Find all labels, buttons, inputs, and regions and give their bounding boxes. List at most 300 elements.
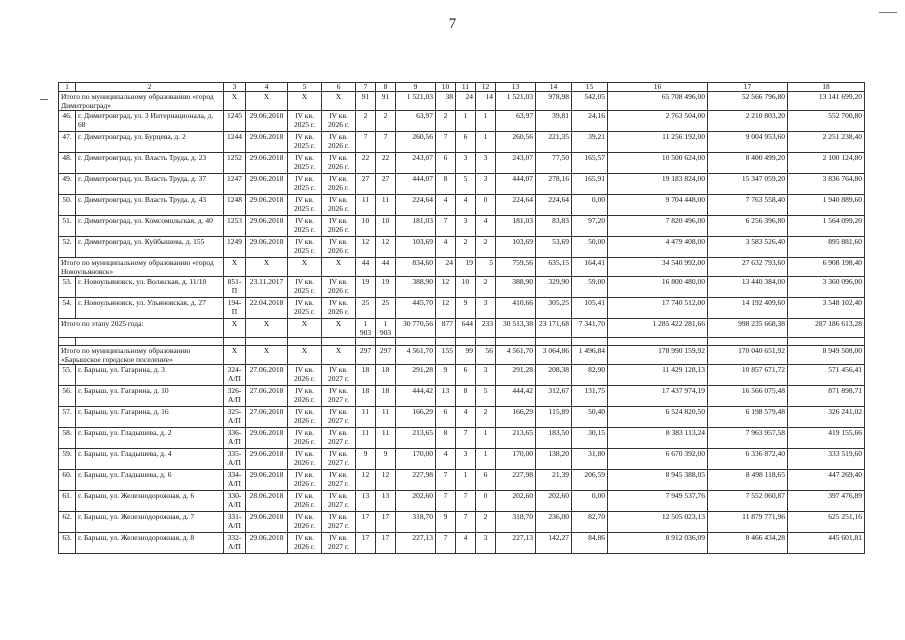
table-cell: 27 xyxy=(356,174,376,195)
summary-value: 13 141 699,20 xyxy=(788,92,865,111)
table-cell: 59. xyxy=(59,449,76,470)
table-cell: 22 xyxy=(356,153,376,174)
table-cell: 30,15 xyxy=(572,428,608,449)
table-cell: 39,21 xyxy=(572,132,608,153)
table-cell: 7 xyxy=(436,491,456,512)
table-cell: 243,07 xyxy=(496,153,536,174)
table-cell: 324-А/П xyxy=(224,365,246,386)
table-cell: 1 564 099,20 xyxy=(788,216,865,237)
empty-cell xyxy=(476,338,496,346)
table-cell: 62. xyxy=(59,512,76,533)
column-number: 15 xyxy=(572,83,608,92)
table-cell: 4 xyxy=(456,195,476,216)
table-cell: 83,83 xyxy=(536,216,572,237)
empty-cell xyxy=(356,338,376,346)
table-cell: 7 xyxy=(456,491,476,512)
column-number: 3 xyxy=(224,83,246,92)
table-row xyxy=(59,195,865,216)
summary-value: X xyxy=(288,319,322,338)
summary-value: 99 xyxy=(456,346,476,365)
margin-mark xyxy=(40,99,48,100)
table-cell: 0,00 xyxy=(572,491,608,512)
table-cell: IV кв. 2026 г. xyxy=(322,111,356,132)
table-cell: 12 xyxy=(356,237,376,258)
table-cell: 84,86 xyxy=(572,533,608,554)
column-number: 10 xyxy=(436,83,456,92)
table-cell: 15 347 059,20 xyxy=(708,174,788,195)
table-cell: 3 836 764,80 xyxy=(788,174,865,195)
column-number: 6 xyxy=(322,83,356,92)
table-cell: 13 xyxy=(356,491,376,512)
summary-value: X xyxy=(224,319,246,338)
column-number: 2 xyxy=(76,83,224,92)
table-cell: 1245 xyxy=(224,111,246,132)
table-cell: 29.06.2018 xyxy=(246,428,288,449)
table-cell: 1 940 889,60 xyxy=(788,195,865,216)
table-cell: 326 241,02 xyxy=(788,407,865,428)
table-cell: 7 820 496,00 xyxy=(608,216,708,237)
table-cell: 166,29 xyxy=(496,407,536,428)
summary-value: 23 171,68 xyxy=(536,319,572,338)
table-cell: 166,29 xyxy=(396,407,436,428)
table-cell: 6 336 872,40 xyxy=(708,449,788,470)
table-row xyxy=(59,237,865,258)
table-cell: 59,00 xyxy=(572,277,608,298)
table-cell: 1247 xyxy=(224,174,246,195)
table-cell: 7 963 957,58 xyxy=(708,428,788,449)
table-cell: 29.06.2018 xyxy=(246,111,288,132)
table-cell: 12 xyxy=(436,277,456,298)
table-cell: 6 xyxy=(436,407,456,428)
table-cell: 2 xyxy=(436,111,456,132)
table-cell: IV кв. 2026 г. xyxy=(322,237,356,258)
summary-label: Итого по муниципальному образованию «город Новоульяновск» xyxy=(59,258,224,277)
table-cell: 183,50 xyxy=(536,428,572,449)
table-cell: 6 524 820,50 xyxy=(608,407,708,428)
table-cell: 224,64 xyxy=(496,195,536,216)
table-cell: 63,97 xyxy=(396,111,436,132)
summary-value: 44 xyxy=(356,258,376,277)
empty-cell xyxy=(59,338,76,346)
table-cell: 9 004 953,60 xyxy=(708,132,788,153)
summary-value: 644 xyxy=(456,319,476,338)
table-cell: 25 xyxy=(356,298,376,319)
table-cell: 25 xyxy=(376,298,396,319)
summary-value: 30 770,56 xyxy=(396,319,436,338)
summary-row xyxy=(59,319,865,338)
column-number: 14 xyxy=(536,83,572,92)
table-cell: 12 xyxy=(376,470,396,491)
table-cell: 7 949 537,76 xyxy=(608,491,708,512)
empty-cell xyxy=(396,338,436,346)
summary-row xyxy=(59,92,865,111)
table-row xyxy=(59,428,865,449)
empty-cell xyxy=(572,338,608,346)
table-cell: 2 210 803,20 xyxy=(708,111,788,132)
table-cell: IV кв. 2026 г. xyxy=(322,153,356,174)
table-cell: 24,16 xyxy=(572,111,608,132)
table-cell: 11 xyxy=(356,195,376,216)
table-cell: 336-А/П xyxy=(224,428,246,449)
table-cell: 444,07 xyxy=(396,174,436,195)
empty-cell xyxy=(496,338,536,346)
table-cell: 227,98 xyxy=(496,470,536,491)
table-cell: 444,42 xyxy=(496,386,536,407)
table-cell: 6 xyxy=(436,153,456,174)
table-cell: 571 456,41 xyxy=(788,365,865,386)
table-cell: 7 xyxy=(356,132,376,153)
table-cell: 335-А/П xyxy=(224,449,246,470)
table-cell: 388,90 xyxy=(496,277,536,298)
table-cell: 16 566 075,48 xyxy=(708,386,788,407)
table-cell: 10 xyxy=(356,216,376,237)
summary-value: 4 561,70 xyxy=(396,346,436,365)
summary-value: X xyxy=(224,346,246,365)
table-cell: 29.06.2018 xyxy=(246,195,288,216)
table-cell: 4 xyxy=(436,195,456,216)
table-cell: г. Димитровград, ул. Комсомольская, д. 40 xyxy=(76,216,224,237)
summary-value: X xyxy=(322,346,356,365)
column-number: 12 xyxy=(476,83,496,92)
summary-value: 38 xyxy=(436,92,456,111)
table-cell: 1 xyxy=(476,449,496,470)
table-cell: 325-А/П xyxy=(224,407,246,428)
summary-value: 978,98 xyxy=(536,92,572,111)
table-cell: 13 440 384,00 xyxy=(708,277,788,298)
summary-value: 164,41 xyxy=(572,258,608,277)
data-table xyxy=(58,82,865,554)
table-row xyxy=(59,111,865,132)
table-cell: 27.06.2018 xyxy=(246,365,288,386)
table-cell: 4 479 408,00 xyxy=(608,237,708,258)
table-cell: 131,75 xyxy=(572,386,608,407)
table-cell: 29.06.2018 xyxy=(246,174,288,195)
table-cell: 29.06.2018 xyxy=(246,237,288,258)
table-cell: г. Димитровград, ул. Куйбышева, д. 155 xyxy=(76,237,224,258)
table-cell: 39,81 xyxy=(536,111,572,132)
table-cell: 388,90 xyxy=(396,277,436,298)
table-cell: 3 xyxy=(476,298,496,319)
table-cell: 82,70 xyxy=(572,512,608,533)
table-cell: 50,00 xyxy=(572,237,608,258)
table-cell: 9 xyxy=(436,512,456,533)
summary-row xyxy=(59,346,865,365)
table-cell: г. Барыш, ул. Железнодорожная, д. 7 xyxy=(76,512,224,533)
column-number: 5 xyxy=(288,83,322,92)
summary-value: 3 064,86 xyxy=(536,346,572,365)
table-cell: 227,13 xyxy=(496,533,536,554)
table-cell: 260,56 xyxy=(496,132,536,153)
table-cell: 8 xyxy=(456,386,476,407)
table-cell: 329,90 xyxy=(536,277,572,298)
table-cell: 7 xyxy=(436,470,456,491)
summary-value: 65 708 496,00 xyxy=(608,92,708,111)
column-number: 8 xyxy=(376,83,396,92)
table-cell: 1249 xyxy=(224,237,246,258)
column-number: 1 xyxy=(59,83,76,92)
table-cell: IV кв. 2026 г. xyxy=(322,195,356,216)
table-cell: 0,00 xyxy=(572,195,608,216)
table-cell: IV кв. 2027 г. xyxy=(322,533,356,554)
table-cell: 12 xyxy=(376,237,396,258)
table-cell: 6 256 396,80 xyxy=(708,216,788,237)
summary-value: 542,05 xyxy=(572,92,608,111)
table-cell: 60. xyxy=(59,470,76,491)
summary-value: 7 341,70 xyxy=(572,319,608,338)
table-cell: 8 xyxy=(436,174,456,195)
table-cell: IV кв. 2027 г. xyxy=(322,428,356,449)
table-cell: IV кв. 2026 г. xyxy=(322,277,356,298)
summary-value: X xyxy=(322,92,356,111)
empty-cell xyxy=(288,338,322,346)
spacer-row xyxy=(59,338,865,346)
summary-value: 1 903 xyxy=(376,319,396,338)
table-cell: 14 192 409,60 xyxy=(708,298,788,319)
table-cell: 445,70 xyxy=(396,298,436,319)
table-cell: 8 466 434,28 xyxy=(708,533,788,554)
table-cell: г. Барыш, ул. Гагарина, д. 10 xyxy=(76,386,224,407)
table-cell: IV кв. 2027 г. xyxy=(322,386,356,407)
table-cell: 206,59 xyxy=(572,470,608,491)
table-cell: IV кв. 2025 г. xyxy=(288,174,322,195)
summary-value: 5 xyxy=(476,258,496,277)
table-cell: IV кв. 2025 г. xyxy=(288,298,322,319)
table-cell: 3 xyxy=(476,533,496,554)
table-cell: IV кв. 2026 г. xyxy=(288,407,322,428)
summary-value: 6 908 198,40 xyxy=(788,258,865,277)
table-cell: 4 xyxy=(436,237,456,258)
table-cell: 52. xyxy=(59,237,76,258)
table-cell: 1248 xyxy=(224,195,246,216)
table-cell: 23.11.2017 xyxy=(246,277,288,298)
table-cell: 2 251 238,40 xyxy=(788,132,865,153)
summary-label: Итого по муниципальному образованию «город Димитровград» xyxy=(59,92,224,111)
table-cell: 0 xyxy=(476,491,496,512)
table-cell: 2 100 124,80 xyxy=(788,153,865,174)
table-cell: 871 898,71 xyxy=(788,386,865,407)
table-cell: 29.06.2018 xyxy=(246,449,288,470)
table-cell: 419 155,66 xyxy=(788,428,865,449)
table-cell: IV кв. 2027 г. xyxy=(322,512,356,533)
table-cell: 61. xyxy=(59,491,76,512)
summary-value: X xyxy=(322,258,356,277)
table-cell: 11 879 771,96 xyxy=(708,512,788,533)
table-cell: 170,00 xyxy=(496,449,536,470)
table-cell: 18 xyxy=(376,386,396,407)
table-cell: 19 xyxy=(376,277,396,298)
table-cell: IV кв. 2025 г. xyxy=(288,153,322,174)
table-cell: 17 437 974,19 xyxy=(608,386,708,407)
table-cell: 291,28 xyxy=(496,365,536,386)
table-cell: г. Барыш, ул. Гладышева, д. 4 xyxy=(76,449,224,470)
table-cell: 3 xyxy=(476,153,496,174)
table-cell: 331-А/П xyxy=(224,512,246,533)
table-cell: 8 383 113,24 xyxy=(608,428,708,449)
table-cell: IV кв. 2026 г. xyxy=(288,491,322,512)
table-cell: 63. xyxy=(59,533,76,554)
table-row xyxy=(59,132,865,153)
summary-value: X xyxy=(246,346,288,365)
table-cell: 6 198 579,48 xyxy=(708,407,788,428)
table-cell: 2 xyxy=(356,111,376,132)
summary-value: 52 566 796,80 xyxy=(708,92,788,111)
table-cell: 2 xyxy=(376,111,396,132)
table-cell: 27 xyxy=(376,174,396,195)
table-cell: 18 xyxy=(356,365,376,386)
summary-value: 19 xyxy=(456,258,476,277)
table-cell: IV кв. 2026 г. xyxy=(288,386,322,407)
table-cell: 29.06.2018 xyxy=(246,132,288,153)
table-cell: 22.04.2018 xyxy=(246,298,288,319)
summary-value: 1 903 xyxy=(356,319,376,338)
table-cell: 12 xyxy=(436,298,456,319)
table-cell: 11 429 128,13 xyxy=(608,365,708,386)
table-cell: 9 704 448,00 xyxy=(608,195,708,216)
summary-row xyxy=(59,258,865,277)
table-cell: 50. xyxy=(59,195,76,216)
summary-value: 30 513,38 xyxy=(496,319,536,338)
table-cell: 63,97 xyxy=(496,111,536,132)
summary-value: 834,60 xyxy=(396,258,436,277)
column-number: 18 xyxy=(788,83,865,92)
table-cell: IV кв. 2026 г. xyxy=(288,365,322,386)
table-cell: 227,98 xyxy=(396,470,436,491)
table-cell: IV кв. 2026 г. xyxy=(322,132,356,153)
table-cell: 50,40 xyxy=(572,407,608,428)
table-cell: 5 xyxy=(476,386,496,407)
table-cell: 10 857 671,72 xyxy=(708,365,788,386)
table-cell: 17 xyxy=(376,512,396,533)
table-cell: 27.06.2018 xyxy=(246,407,288,428)
table-cell: 4 xyxy=(456,407,476,428)
summary-value: 24 xyxy=(456,92,476,111)
table-cell: 1 xyxy=(476,428,496,449)
table-cell: 165,91 xyxy=(572,174,608,195)
table-cell: 17 xyxy=(356,512,376,533)
table-cell: 9 xyxy=(356,449,376,470)
table-cell: IV кв. 2026 г. xyxy=(288,512,322,533)
column-number: 17 xyxy=(708,83,788,92)
table-cell: 1244 xyxy=(224,132,246,153)
table-cell: 2 xyxy=(476,237,496,258)
table-cell: 115,89 xyxy=(536,407,572,428)
table-cell: IV кв. 2027 г. xyxy=(322,407,356,428)
table-cell: 552 700,80 xyxy=(788,111,865,132)
table-cell: 1253 xyxy=(224,216,246,237)
table-row xyxy=(59,449,865,470)
table-cell: 103,69 xyxy=(396,237,436,258)
table-cell: 318,70 xyxy=(396,512,436,533)
table-cell: 4 xyxy=(436,449,456,470)
table-cell: 3 xyxy=(456,153,476,174)
table-row xyxy=(59,386,865,407)
table-cell: 7 552 060,87 xyxy=(708,491,788,512)
table-cell: 5 xyxy=(456,174,476,195)
table-cell: 19 183 824,00 xyxy=(608,174,708,195)
table-cell: 444,42 xyxy=(396,386,436,407)
empty-cell xyxy=(322,338,356,346)
table-cell: 6 xyxy=(456,132,476,153)
table-cell: 3 xyxy=(456,216,476,237)
summary-value: 233 xyxy=(476,319,496,338)
summary-value: 1 496,84 xyxy=(572,346,608,365)
summary-value: X xyxy=(224,258,246,277)
table-cell: 3 360 096,00 xyxy=(788,277,865,298)
table-cell: г. Димитровград, ул. Бурцева, д. 2 xyxy=(76,132,224,153)
summary-value: 635,15 xyxy=(536,258,572,277)
table-cell: 54. xyxy=(59,298,76,319)
summary-value: X xyxy=(322,319,356,338)
table-cell: IV кв. 2025 г. xyxy=(288,195,322,216)
table-cell: 194-П xyxy=(224,298,246,319)
table-cell: г. Барыш, ул. Гладышева, д. 2 xyxy=(76,428,224,449)
table-cell: 2 xyxy=(476,512,496,533)
table-cell: 2 xyxy=(456,237,476,258)
table-cell: IV кв. 2025 г. xyxy=(288,111,322,132)
table-cell: 213,65 xyxy=(396,428,436,449)
table-cell: 11 xyxy=(356,407,376,428)
table-cell: IV кв. 2027 г. xyxy=(322,449,356,470)
table-cell: 312,67 xyxy=(536,386,572,407)
table-cell: 6 xyxy=(456,365,476,386)
table-cell: 4 xyxy=(476,216,496,237)
table-cell: 105,41 xyxy=(572,298,608,319)
empty-cell xyxy=(436,338,456,346)
table-row xyxy=(59,365,865,386)
table-cell: IV кв. 2025 г. xyxy=(288,277,322,298)
table-cell: 57. xyxy=(59,407,76,428)
summary-value: X xyxy=(288,92,322,111)
table-cell: 11 xyxy=(356,428,376,449)
table-row xyxy=(59,153,865,174)
table-cell: 103,69 xyxy=(496,237,536,258)
table-row xyxy=(59,298,865,319)
table-cell: 7 xyxy=(456,512,476,533)
table-cell: 7 xyxy=(456,428,476,449)
summary-value: X xyxy=(288,258,322,277)
column-number: 7 xyxy=(356,83,376,92)
table-cell: 318,70 xyxy=(496,512,536,533)
table-cell: 625 251,16 xyxy=(788,512,865,533)
table-cell: 18 xyxy=(356,386,376,407)
table-cell: 444,07 xyxy=(496,174,536,195)
table-cell: 13 xyxy=(436,386,456,407)
table-cell: IV кв. 2026 г. xyxy=(288,470,322,491)
table-cell: 21,39 xyxy=(536,470,572,491)
table-cell: IV кв. 2026 г. xyxy=(288,428,322,449)
table-cell: 29.06.2018 xyxy=(246,470,288,491)
table-cell: IV кв. 2026 г. xyxy=(322,174,356,195)
table-cell: IV кв. 2025 г. xyxy=(288,216,322,237)
table-cell: 3 548 102,40 xyxy=(788,298,865,319)
table-cell: 291,28 xyxy=(396,365,436,386)
table-cell: 447 269,40 xyxy=(788,470,865,491)
table-cell: 19 xyxy=(356,277,376,298)
table-cell: г. Димитровград, ул. 3 Интернационала, д. 68 xyxy=(76,111,224,132)
summary-value: 44 xyxy=(376,258,396,277)
table-cell: 49. xyxy=(59,174,76,195)
table-cell: 170,00 xyxy=(396,449,436,470)
summary-value: 8 949 508,00 xyxy=(788,346,865,365)
summary-value: 178 990 159,92 xyxy=(608,346,708,365)
corner-mark xyxy=(879,12,897,13)
column-number: 13 xyxy=(496,83,536,92)
table-cell: 8 498 118,65 xyxy=(708,470,788,491)
table-cell: 3 583 526,40 xyxy=(708,237,788,258)
table-cell: 165,57 xyxy=(572,153,608,174)
table-cell: 236,00 xyxy=(536,512,572,533)
table-cell: 305,25 xyxy=(536,298,572,319)
